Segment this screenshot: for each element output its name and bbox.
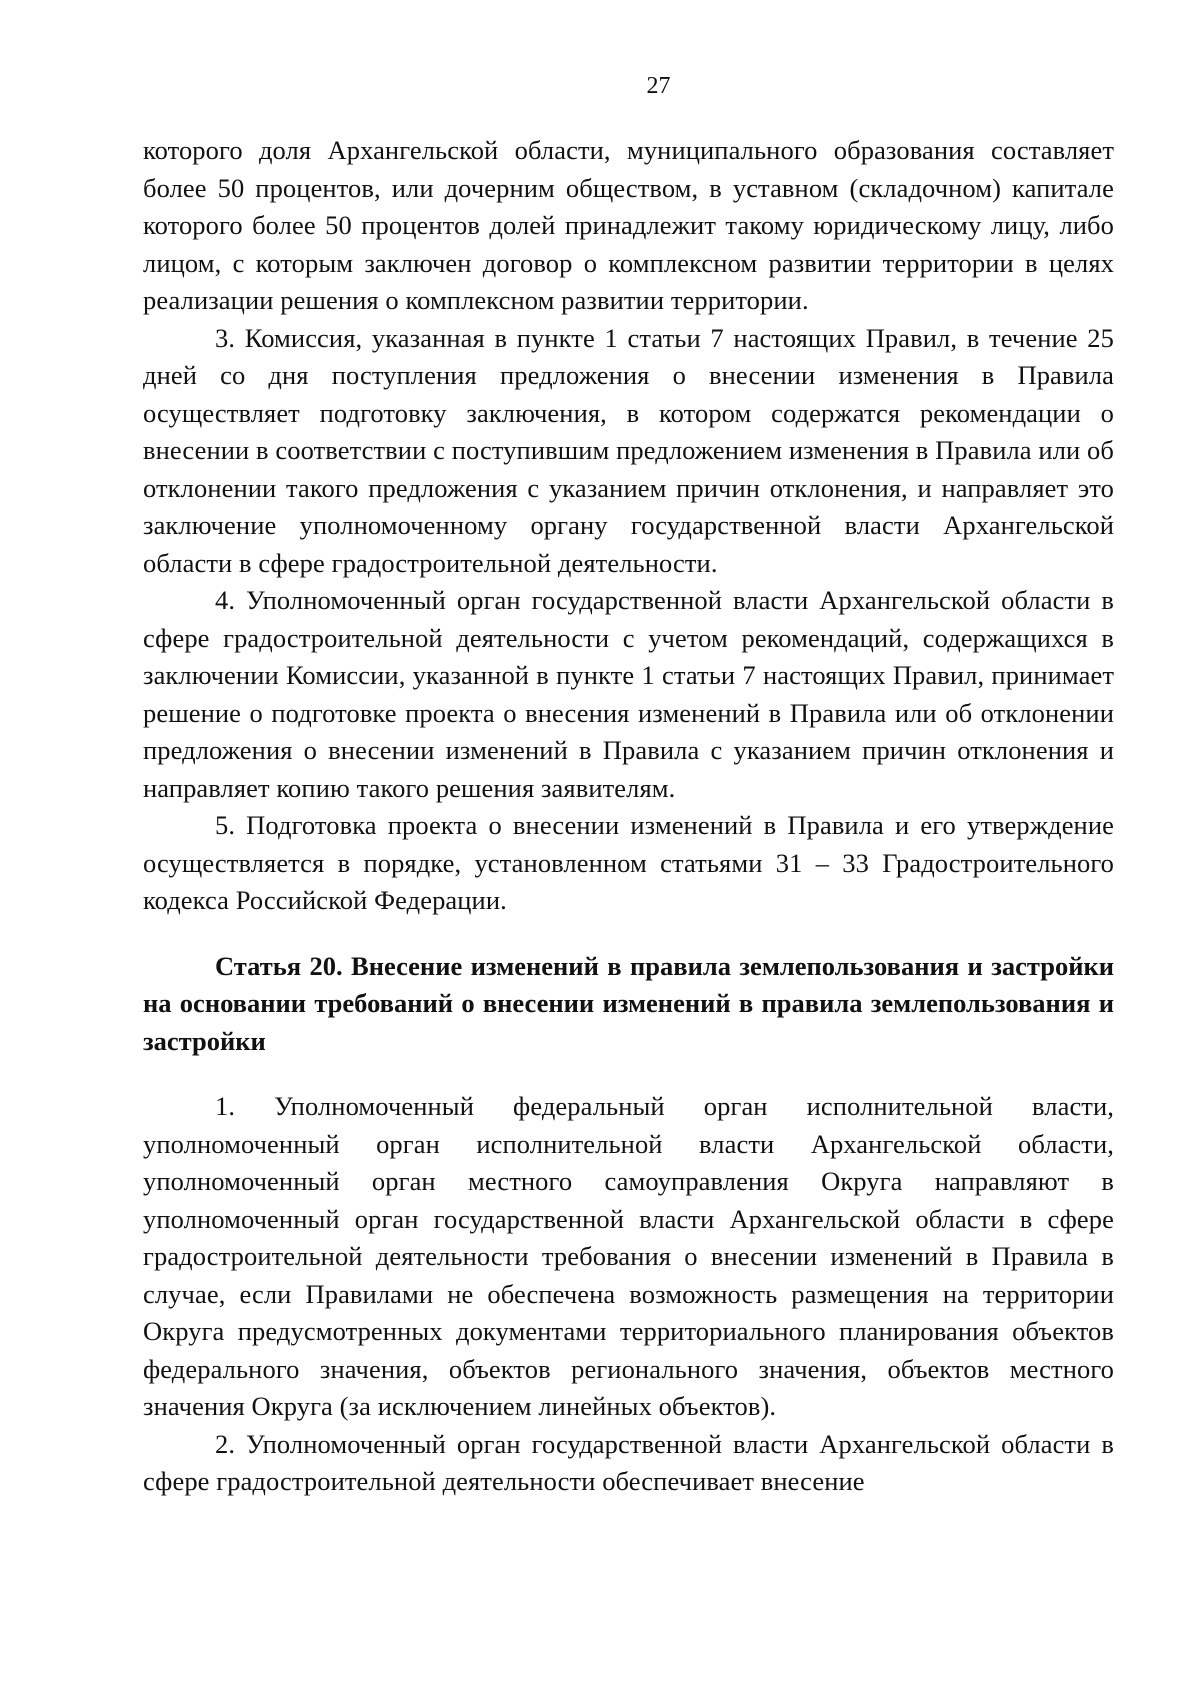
article-20-paragraph-1: 1. Уполномоченный федеральный орган исполнительной власти, уполномоченный орган исполнительной власти Архангельской области, уполномоченный орган местного самоуправления Округа направляют в уполномоченный орган государственной власти Архангельской области в сфере градостроительной деятельности требования о внесении изменений в Правила в случае, если Правилами не обеспечена возможность размещения на территории Округа предусмотренных документами территориального планирования объектов федерального значения, объектов регионального значения, объектов местного значения Округа (за исключением линейных объектов). — [143, 1091, 1114, 1421]
article-20-paragraph-2: 2. Уполномоченный орган государственной власти Архангельской области в сфере градостроительной деятельности обеспечивает внесение — [143, 1428, 1114, 1496]
article-20-heading: Статья 20. Внесение изменений в правила землепользования и застройки на основании требований о внесении изменений в правила землепользования и застройки — [143, 950, 1114, 1056]
paragraph-item-3: 3. Комиссия, указанная в пункте 1 статьи 7 настоящих Правил, в течение 25 дней со дня поступления предложения о внесении изменения в Правила осуществляет подготовку заключения, в котором содержатся рекомендации о внесении в соответствии с поступившим предложением изменения в Правила или об отклонении такого предложения с указанием причин отклонения, и направляет это заключение уполномоченному органу государственной власти Архангельской области в сфере градостроительной деятельности. — [143, 322, 1114, 578]
paragraph-continuation: которого доля Архангельской области, муниципального образования составляет более 50 процентов, или дочерним обществом, в уставном (складочном) капитале которого более 50 процентов долей принадлежит такому юридическому лицу, либо лицом, с которым заключен договор о комплексном развитии территории в целях реализации решения о комплексном развитии территории. — [143, 135, 1114, 315]
paragraph-item-4: 4. Уполномоченный орган государственной власти Архангельской области в сфере градостроительной деятельности с учетом рекомендаций, содержащихся в заключении Комиссии, указанной в пункте 1 статьи 7 настоящих Правил, принимает решение о подготовке проекта о внесения изменений в Правила или об отклонении предложения о внесении изменений в Правила с указанием причин отклонения и направляет копию такого решения заявителям. — [143, 585, 1114, 803]
page-number: 27 — [646, 73, 671, 99]
paragraph-item-5: 5. Подготовка проекта о внесении изменений в Правила и его утверждение осуществляется в порядке, установленном статьями 31 – 33 Градостроительного кодекса Российской Федерации. — [143, 810, 1114, 915]
